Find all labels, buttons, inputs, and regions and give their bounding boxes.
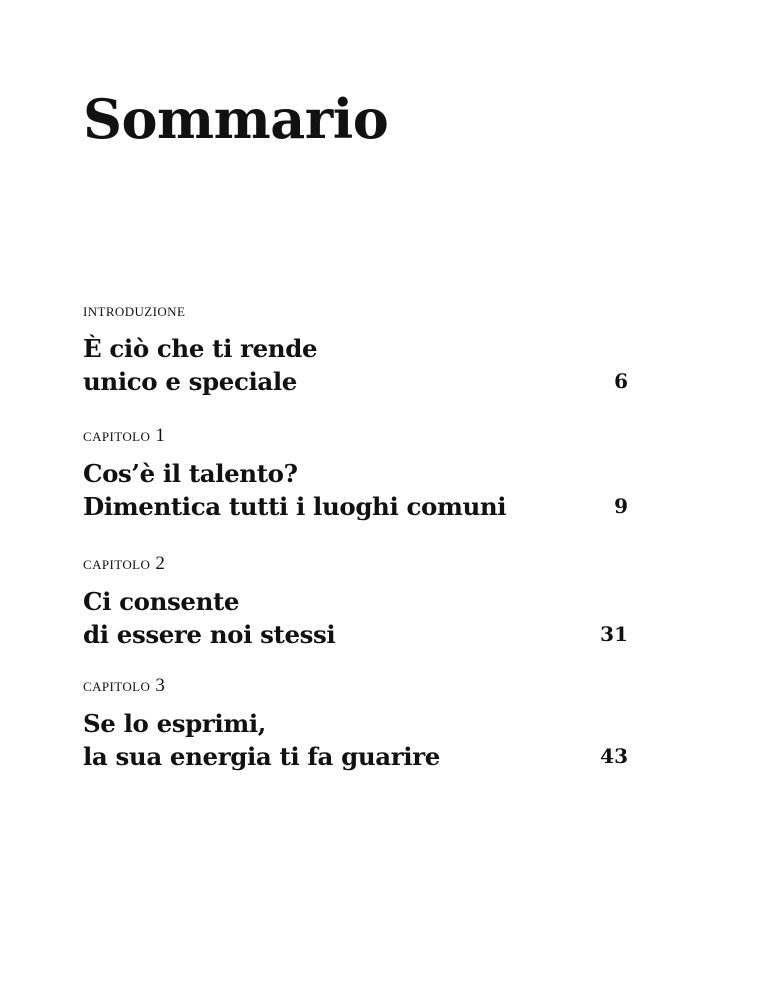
page-title: Sommario [83, 87, 389, 151]
toc-entry-page-number: 31 [600, 622, 628, 646]
toc-entry-label: capitolo 2 [83, 553, 166, 574]
toc-entry-heading-line1: Cos’è il talento? [83, 459, 298, 488]
toc-entry-capitolo-2 [83, 553, 628, 651]
toc-entry-heading-line2: Dimentica tutti i luoghi comuni [83, 492, 507, 521]
toc-entry-page-number: 6 [614, 369, 628, 393]
toc-entry-page-number: 43 [600, 744, 628, 768]
toc-entry-heading [83, 457, 628, 523]
toc-entry-heading-line1: Ci consente [83, 587, 240, 616]
toc-entry-page-number: 9 [614, 494, 628, 518]
toc-entry-heading-line2: la sua energia ti fa guarire [83, 742, 440, 771]
toc-entry-introduzione [83, 300, 628, 398]
toc-entry-heading-line2: di essere noi stessi [83, 620, 336, 649]
toc-entry-heading-row [83, 457, 628, 523]
toc-entry-capitolo-1 [83, 425, 628, 523]
toc-entry-label: capitolo 1 [83, 425, 166, 446]
toc-entry-label: introduzione [83, 300, 186, 321]
toc-entry-label: capitolo 3 [83, 675, 166, 696]
toc-entry-heading-line1: Se lo esprimi, [83, 709, 266, 738]
toc-entry-heading-row [83, 332, 628, 398]
toc-entry-heading [83, 707, 628, 773]
toc-entry-heading [83, 332, 628, 398]
toc-entry-heading-line1: È ciò che ti rende [83, 334, 318, 363]
toc-entry-heading-row [83, 585, 628, 651]
toc-entry-heading-row [83, 707, 628, 773]
toc-entry-heading-line2: unico e speciale [83, 367, 297, 396]
toc-entry-heading [83, 585, 628, 651]
toc-entry-capitolo-3 [83, 675, 628, 773]
